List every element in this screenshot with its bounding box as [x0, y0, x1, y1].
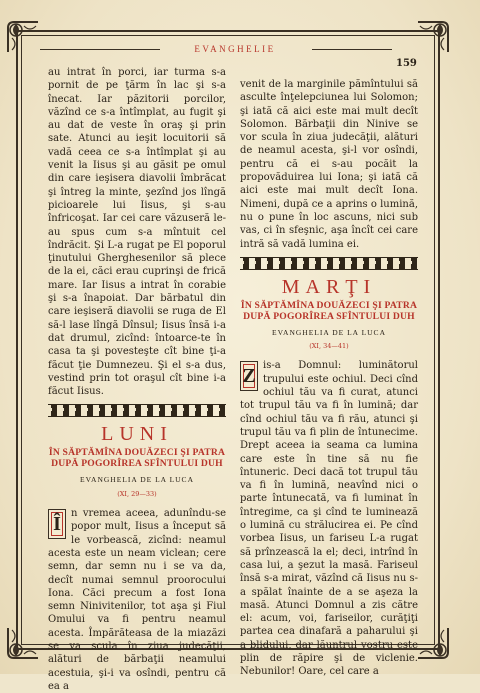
day-title: LUNI	[101, 423, 173, 446]
corner-ornament-icon	[6, 20, 40, 54]
header-rule	[312, 49, 392, 50]
drop-cap: Z	[240, 361, 258, 391]
gospel-reference: (XI, 34—41)	[309, 342, 349, 351]
reading-text: n vremea aceea, adunîndu-se popor mult, Iisus a început să le vorbească, zicînd: neamul acesta este un neam viclean; cere semn, dar semn nu i se va da, decît numai semnul proorocului Iona. Căci precum a fost Iona semn Ninivitenilor, tot aşa şi Fiul Omului va fi pentru neamul acesta. Împărăteasa de la miazăzi se va scula în ziua judecăţii, alături de bărbaţii neamului acestuia, şi-i va osîndi, pentru că ea a	[48, 508, 226, 692]
reading-text: is-a Domnul: luminătorul trupului este ochiul. Deci cînd ochiul tău va fi curat, atunci tot trupul tău va fi în lumină; dar cînd ochiul tău va fi rău, atunci şi trupul tău va fi plin de întunecime. Drept aceea ia seama ca lumina care este în tine să nu fie întuneric. Deci dacă tot trupul tău va fi în lumină, neavînd nici o parte întunecată, va fi luminat în întregime, ca şi cînd te luminează o lumină cu strălucirea ei. Pe cînd vorbea Iisus, un fariseu L-a rugat să prînzească la el; deci, intrînd în casa lui, a şezut la masă. Fariseul însă s-a mirat, văzînd că Iisus nu s-a spălat înainte de a se aşeza la masă. Atunci Domnul a zis către el: acum, voi, fariseilor, curăţiţi partea cea dinafară a paharului şi a blidului, dar lăuntrul vostru este plin de răpire şi de viclenie. Nebunilor! Oare, cel care a	[240, 360, 418, 678]
drop-cap: Î	[48, 509, 66, 539]
right-column	[240, 78, 418, 679]
day-title: MARŢI	[281, 275, 377, 298]
header-rule	[40, 49, 160, 50]
reading-paragraph	[240, 359, 418, 678]
gospel-title: EVANGHELIA DE LA LUCA	[272, 327, 386, 337]
body-paragraph: venit de la marginile pămîntului să asculte înţelepciunea lui Solomon; şi iată că aici este mai mult decît Solomon. Bărbaţii din Ninive se vor scula în ziua judecăţii, alături de neamul acesta, şi-l vor osîndi, pentru că ei s-au pocăit la propovăduirea lui Iona; şi iată că aici este mai mult decît Iona. Nimeni, după ce a aprins o lumină, nu o pune în loc ascuns, nici sub vas, ci în sfeşnic, aşa încît cei care intră să vadă lumina ei.	[240, 79, 418, 250]
running-header: EVANGHELIE	[194, 44, 276, 54]
corner-ornament-icon	[416, 626, 450, 660]
reading-paragraph	[48, 507, 226, 693]
left-column	[48, 66, 226, 693]
ornamental-divider	[240, 257, 418, 270]
gospel-reference: (XI, 29—33)	[117, 489, 157, 498]
body-paragraph: au intrat în porci, iar turma s-a pornit de pe ţărm în lac şi s-a înecat. Iar păzitorii porcilor, văzînd ce s-a întîmplat, au fugit şi au dat de veste în oraş şi prin sate. Atunci au ieşit locuitorii să vadă ceea ce s-a întîmplat şi au venit la Iisus şi au găsit pe omul din care ieşisera diavolii îmbrăcat şi întreg la minte, şezînd jos lîngă picioarele lui Iisus, şi s-au înfricoşat. Iar cei care văzuseră le-au spus cum s-a mîntuit cel îndrăcit. Şi L-a rugat pe El poporul ţinutului Gherghesenilor să plece de la ei, căci erau cuprinşi de frică mare. Iar Iisus a intrat în corabie şi s-a înapoiat. Dar bărbatul din care ieşiseră diavolii se ruga de El să-l lase lîngă Dînsul; Iisus însă i-a dat drumul, zicînd: întoarce-te în casa ta şi povesteşte cît bine ţi-a făcut ţie Dumnezeu. Şi el s-a dus, vestind prin tot oraşul cît bine i-a făcut Iisus.	[48, 67, 226, 398]
corner-ornament-icon	[6, 626, 40, 660]
week-subtitle: ÎN SĂPTĂMÎNA DOUĂZECI ŞI PATRA DUPĂ POGORÎREA SFÎNTULUI DUH	[240, 299, 418, 322]
ornamental-divider	[48, 404, 226, 417]
page-number: 159	[396, 58, 417, 69]
week-subtitle: ÎN SĂPTĂMÎNA DOUĂZECI ŞI PATRA DUPĂ POGORÎREA SFÎNTULUI DUH	[48, 447, 226, 470]
gospel-title: EVANGHELIA DE LA LUCA	[80, 475, 194, 485]
corner-ornament-icon	[416, 20, 450, 54]
